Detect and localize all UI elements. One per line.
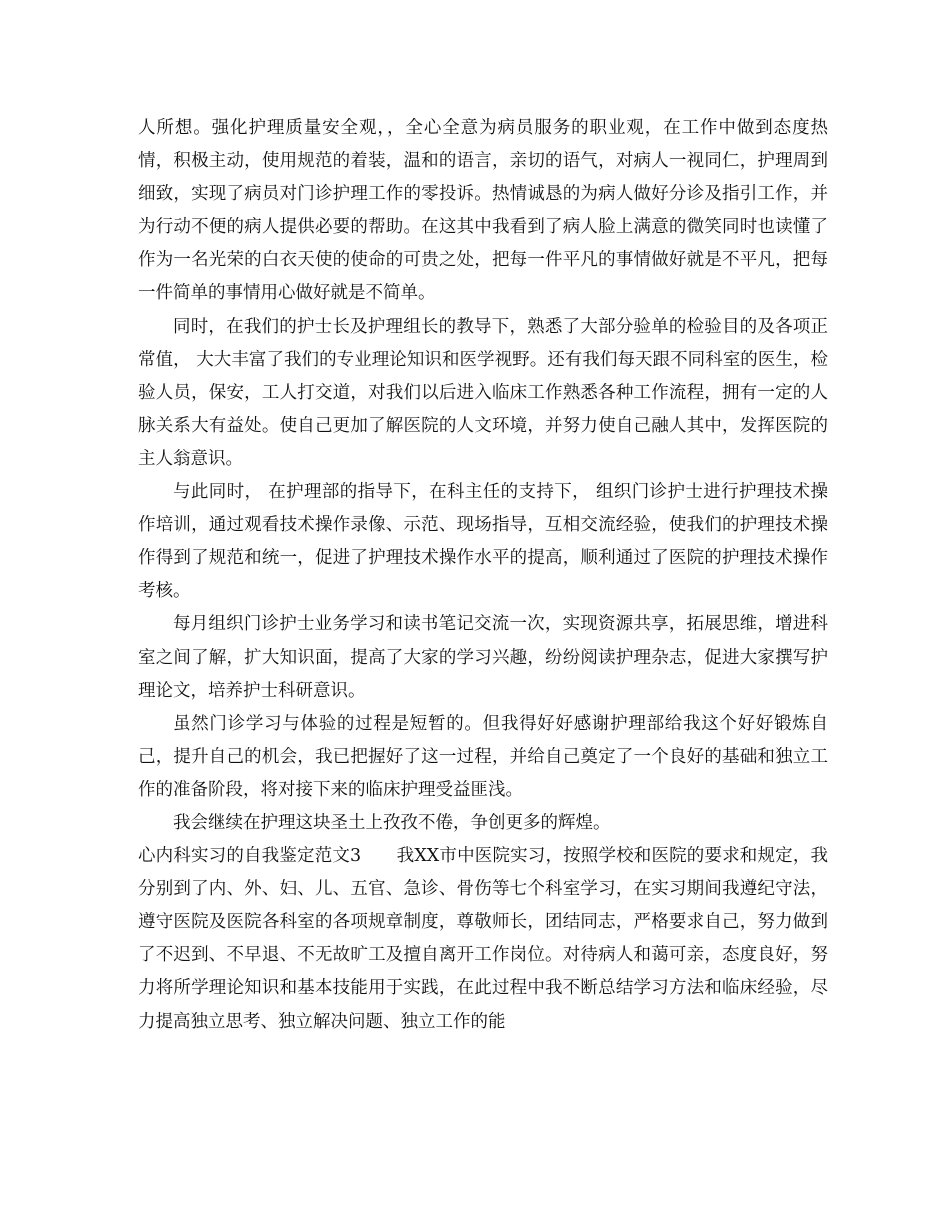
paragraph-5: 虽然门诊学习与体验的过程是短暂的。但我得好好感谢护理部给我这个好好锻炼自己，提升自己的机会，我已把握好了这一过程，并给自己奠定了一个良好的基础和独立工作的准备阶段，将对接下来的临床护理受益匪浅。 (138, 713, 828, 800)
paragraph-3: 与此同时， 在护理部的指导下，在科主任的支持下， 组织门诊护士进行护理技术操作培训，通过观看技术操作录像、示范、现场指导，互相交流经验，使我们的护理技术操作得到了规范和统一，促进了护理技术操作水平的提高，顺利通过了医院的护理技术操作考核。 (138, 482, 828, 602)
paragraph-1: 人所想。强化护理质量安全观，，全心全意为病员服务的职业观，在工作中做到态度热情，积极主动，使用规范的着装，温和的语言，亲切的语气，对病人一视同仁，护理周到细致，实现了病员对门诊护理工作的零投诉。热情诚恳的为病人做好分诊及指引工作，并为行动不便的病人提供必要的帮助。在这其中我看到了病人脸上满意的微笑同时也读懂了作为一名光荣的白衣天使的使命的可贵之处，把每一件平凡的事情做好就是不平凡，把每一件简单的事情用心做好就是不简单。 (138, 118, 828, 304)
paragraph-4: 每月组织门诊护士业务学习和读书笔记交流一次，实现资源共享，拓展思维，增进科室之间了解，扩大知识面，提高了大家的学习兴趣，纷纷阅读护理杂志，促进大家撰写护理论文，培养护士科研意识。 (138, 614, 828, 701)
paragraph-6: 我会继续在护理这块圣土上孜孜不倦，争创更多的辉煌。 (173, 812, 611, 833)
document-body (138, 112, 828, 1039)
paragraph-2: 同时，在我们的护士长及护理组长的教导下，熟悉了大部分验单的检验目的及各项正常值， 大大丰富了我们的专业理论知识和医学视野。还有我们每天跟不同科室的医生，检验人员，保安，工人打交道，对我们以后进入临床工作熟悉各种工作流程，拥有一定的人脉关系大有益处。使自己更加了解医院的人文环境，并努力使自己融人其中，发挥医院的主人翁意识。 (138, 316, 828, 469)
paragraph-7: 心内科实习的自我鉴定范文3 我XX市中医院实习，按照学校和医院的要求和规定，我分别到了内、外、妇、儿、五官、急诊、骨伤等七个科室学习，在实习期间我遵纪守法，遵守医院及医院各科室的各项规章制度，尊敬师长，团结同志，严格要求自己，努力做到了不迟到、不早退、不无故旷工及擅自离开工作岗位。对待病人和蔼可亲，态度良好，努力将所学理论知识和基本技能用于实践，在此过程中我不断总结学习方法和临床经验，尽力提高独立思考、独立解决问题、独立工作的能 (138, 846, 828, 1032)
